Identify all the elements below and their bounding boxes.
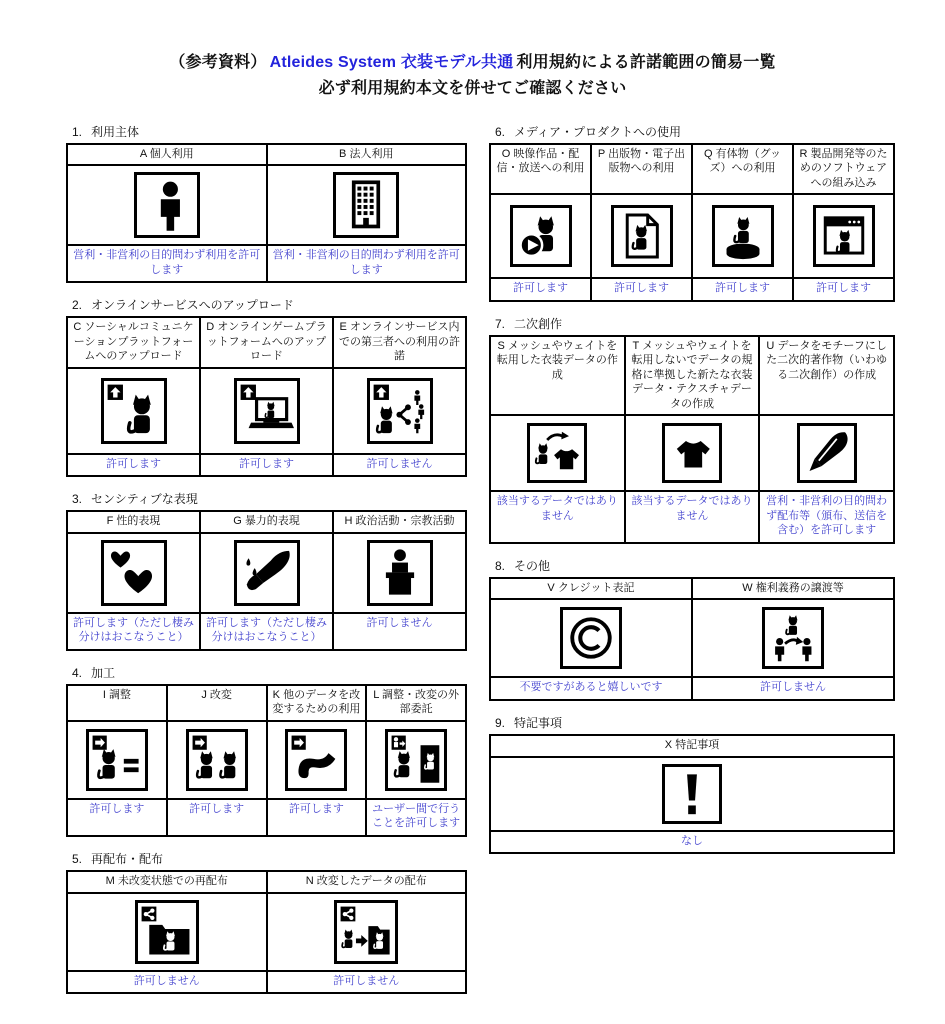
item-icon-cell-X xyxy=(490,757,894,831)
item-icon-cell-W xyxy=(692,599,894,677)
section-number: 7. xyxy=(495,316,506,331)
item-permission-C xyxy=(67,454,200,477)
item-label: オンラインサービス内での第三者への利用の許諾 xyxy=(339,321,460,363)
item-icon-cell-P xyxy=(591,194,692,278)
item-header-S xyxy=(490,336,625,416)
permission-text: なし xyxy=(681,834,703,847)
item-icon-cell-F xyxy=(67,533,200,613)
item-header-U xyxy=(759,336,894,416)
item-code: C xyxy=(73,321,82,334)
permission-table xyxy=(66,143,467,284)
item-permission-F xyxy=(67,613,200,650)
section-8 xyxy=(489,557,895,701)
share-folder-cat-icon xyxy=(135,900,199,964)
permission-table xyxy=(66,870,467,994)
new-costume-shirt-icon xyxy=(662,423,722,483)
permission-text: ユーザー間で行うことを許可します xyxy=(372,802,461,830)
item-code: Q xyxy=(703,147,713,160)
item-code: X xyxy=(664,739,673,751)
item-icon-cell-L xyxy=(366,721,466,799)
item-header-D xyxy=(200,317,333,368)
item-permission-I xyxy=(67,799,167,836)
item-icon-cell-C xyxy=(67,368,200,454)
permission-text: 許可します xyxy=(288,802,344,815)
permission-table xyxy=(489,335,895,544)
person-icon xyxy=(134,172,200,238)
item-permission-O xyxy=(490,278,591,301)
third-party-authorize-icon xyxy=(367,378,433,444)
item-icon-cell-J xyxy=(167,721,267,799)
permission-text: 許可します（ただし棲み分けはおこなうこと） xyxy=(73,616,194,644)
item-label: 映像作品・配信・放送への利用 xyxy=(496,147,585,175)
item-icon-cell-T xyxy=(625,415,760,491)
permission-text: 許可します xyxy=(513,282,568,295)
item-label: 政治活動・宗教活動 xyxy=(355,515,455,528)
item-header-B xyxy=(267,144,467,166)
item-icon-cell-R xyxy=(793,194,894,278)
item-permission-R xyxy=(793,278,894,301)
section-9 xyxy=(489,714,895,854)
permission-text: 許可します xyxy=(715,282,770,295)
item-code: V xyxy=(547,581,555,594)
item-icon-cell-O xyxy=(490,194,591,278)
section-title: 特記事項 xyxy=(514,716,563,730)
item-icon-cell-Q xyxy=(692,194,793,278)
modify-two-cats-icon xyxy=(186,729,248,791)
document-title xyxy=(0,0,945,103)
permission-text: 許可します xyxy=(614,282,669,295)
section-title: 再配布・配布 xyxy=(91,852,164,866)
item-label: メッシュやウェイトを転用しないでデータの規格に準拠した新たな衣装データ・テクスチャデータの作成 xyxy=(631,339,753,410)
section-number: 2. xyxy=(72,298,83,313)
item-header-C xyxy=(67,317,200,368)
mesh-reuse-shirt-icon xyxy=(527,423,587,483)
item-code: S xyxy=(497,339,505,352)
item-permission-L xyxy=(366,799,466,836)
item-permission-S xyxy=(490,491,625,543)
adjust-cat-equals-icon xyxy=(86,729,148,791)
item-label: 他のデータを改変するための利用 xyxy=(272,688,361,716)
goods-figurine-icon xyxy=(712,205,774,267)
share-modified-folder-icon xyxy=(334,900,398,964)
podium-speaker-icon xyxy=(367,540,433,606)
content-columns xyxy=(0,103,945,1007)
permission-table xyxy=(489,577,895,701)
item-header-M xyxy=(67,871,267,893)
item-header-E xyxy=(333,317,466,368)
section-number: 4. xyxy=(72,665,83,680)
item-code: G xyxy=(233,515,242,528)
item-label: 製品開発等のためのソフトウェアへの組み込み xyxy=(799,147,888,189)
item-code: U xyxy=(766,339,775,352)
item-header-J xyxy=(167,685,267,721)
permission-table xyxy=(66,684,467,837)
item-permission-X xyxy=(490,831,894,854)
title-line-1 xyxy=(0,50,945,76)
fountain-pen-icon xyxy=(797,423,857,483)
publication-page-cat-icon xyxy=(611,205,673,267)
item-header-F xyxy=(67,511,200,533)
item-code: T xyxy=(632,339,640,352)
item-header-P xyxy=(591,144,692,195)
building-icon xyxy=(333,172,399,238)
item-code: P xyxy=(597,147,606,160)
item-label: 法人利用 xyxy=(349,147,394,160)
item-header-G xyxy=(200,511,333,533)
item-label: ソーシャルコミュニケーションプラットフォームへのアップロード xyxy=(73,321,194,363)
section-title: その他 xyxy=(514,558,551,573)
item-permission-W xyxy=(692,677,894,700)
item-permission-E xyxy=(333,454,466,477)
item-icon-cell-E xyxy=(333,368,466,454)
permission-text: 許可しません xyxy=(366,616,433,629)
item-permission-G xyxy=(200,613,333,650)
permission-table xyxy=(489,143,895,302)
item-header-Q xyxy=(692,144,793,195)
permission-text: 許可しません xyxy=(760,681,826,694)
item-label: 特記事項 xyxy=(675,739,720,751)
item-permission-J xyxy=(167,799,267,836)
item-label: クレジット表記 xyxy=(557,581,635,594)
item-code: E xyxy=(339,321,347,334)
item-icon-cell-A xyxy=(67,165,267,245)
knife-blood-icon xyxy=(234,540,300,606)
permission-table xyxy=(66,510,467,651)
copyright-icon xyxy=(560,607,622,669)
item-icon-cell-I xyxy=(67,721,167,799)
section-5 xyxy=(66,850,467,994)
section-1 xyxy=(66,123,467,284)
item-icon-cell-D xyxy=(200,368,333,454)
item-label: メッシュやウェイトを転用した衣装データの作成 xyxy=(496,339,618,381)
section-number: 5. xyxy=(72,852,83,866)
item-permission-P xyxy=(591,278,692,301)
title-note: 必ず利用規約本文を併せてご確認ください xyxy=(318,80,627,98)
permission-text: 該当するデータではありません xyxy=(496,495,618,522)
item-header-X xyxy=(490,735,894,757)
section-heading xyxy=(66,490,467,510)
permission-text: 不要ですがあると嬉しいです xyxy=(519,681,663,694)
right-column xyxy=(489,123,895,867)
permission-text: 許可しません xyxy=(333,974,400,987)
permission-text: 許可します xyxy=(106,457,161,470)
item-header-R xyxy=(793,144,894,195)
item-code: W xyxy=(742,581,753,594)
permission-text: 該当するデータではありません xyxy=(631,495,753,522)
permission-text: 許可します xyxy=(189,802,245,815)
item-header-N xyxy=(267,871,467,893)
item-icon-cell-M xyxy=(67,893,267,971)
item-label: 有体物（グッズ）への利用 xyxy=(709,147,782,175)
item-permission-H xyxy=(333,613,466,650)
section-heading xyxy=(489,123,895,143)
item-label: 改変 xyxy=(209,688,232,701)
item-icon-cell-U xyxy=(759,415,894,491)
game-platform-upload-icon xyxy=(234,378,300,444)
section-heading xyxy=(66,664,467,684)
item-icon-cell-V xyxy=(490,599,692,677)
item-header-V xyxy=(490,578,692,600)
section-4 xyxy=(66,664,467,837)
item-label: 改変したデータの配布 xyxy=(316,875,427,887)
item-permission-Q xyxy=(692,278,793,301)
item-header-L xyxy=(366,685,466,721)
item-code: I xyxy=(102,688,106,701)
section-number: 6. xyxy=(495,124,506,139)
section-heading xyxy=(66,850,467,870)
item-code: R xyxy=(799,147,808,160)
section-heading xyxy=(66,123,467,143)
permission-table xyxy=(66,316,467,477)
item-label: 暴力的表現 xyxy=(244,515,300,528)
section-2 xyxy=(66,296,467,477)
section-heading xyxy=(489,714,895,734)
item-label: 未改変状態での再配布 xyxy=(117,875,228,887)
item-code: H xyxy=(344,515,353,528)
permission-text: 営利・非営利の目的問わず利用を許可します xyxy=(272,249,460,276)
item-header-W xyxy=(692,578,894,600)
item-code: D xyxy=(206,321,215,334)
item-header-A xyxy=(67,144,267,166)
section-title: 二次創作 xyxy=(514,316,563,331)
item-code: K xyxy=(272,688,281,701)
item-icon-cell-H xyxy=(333,533,466,613)
section-6 xyxy=(489,123,895,302)
section-number: 1. xyxy=(72,124,83,139)
section-heading xyxy=(489,557,895,577)
title-prefix: （参考資料） xyxy=(169,54,267,71)
item-label: 個人利用 xyxy=(149,147,194,160)
title-brand: Atleides System 衣装モデル共通 xyxy=(269,54,514,71)
section-heading xyxy=(66,296,467,316)
permission-text: 許可します（ただし棲み分けはおこなうこと） xyxy=(206,616,327,644)
section-title: オンラインサービスへのアップロード xyxy=(91,298,294,313)
play-video-cat-icon xyxy=(510,205,572,267)
exclamation-icon xyxy=(662,764,722,824)
permission-text: 許可します xyxy=(239,457,294,470)
section-title: 利用主体 xyxy=(91,124,140,139)
item-code: B xyxy=(339,147,347,160)
social-upload-cat-icon xyxy=(101,378,167,444)
item-label: データをモチーフにした二次的著作物（いわゆる二次創作）の作成 xyxy=(766,339,888,381)
item-label: 出版物・電子出版物への利用 xyxy=(608,147,686,175)
outsource-door-icon xyxy=(385,729,447,791)
section-number: 9. xyxy=(495,716,506,730)
section-heading xyxy=(489,315,895,335)
section-title: センシティブな表現 xyxy=(91,492,198,507)
item-code: L xyxy=(373,688,379,701)
item-code: A xyxy=(139,147,147,160)
title-suffix: 利用規約による許諾範囲の簡易一覧 xyxy=(516,54,776,71)
section-number: 8. xyxy=(495,558,506,573)
item-icon-cell-K xyxy=(267,721,367,799)
section-title: メディア・プロダクトへの使用 xyxy=(514,124,682,139)
permission-table xyxy=(489,734,895,854)
item-icon-cell-N xyxy=(267,893,467,971)
rights-transfer-icon xyxy=(762,607,824,669)
item-permission-N xyxy=(267,971,467,994)
item-code: N xyxy=(305,875,314,887)
item-icon-cell-G xyxy=(200,533,333,613)
item-label: 性的表現 xyxy=(116,515,161,528)
item-permission-T xyxy=(625,491,760,543)
section-3 xyxy=(66,490,467,651)
hearts-icon xyxy=(101,540,167,606)
item-header-T xyxy=(625,336,760,416)
item-label: 権利義務の譲渡等 xyxy=(755,581,844,594)
item-label: 調整 xyxy=(108,688,131,701)
item-icon-cell-S xyxy=(490,415,625,491)
item-header-K xyxy=(267,685,367,721)
item-code: M xyxy=(105,875,115,887)
item-code: O xyxy=(501,147,511,160)
modify-other-data-icon xyxy=(285,729,347,791)
item-permission-A xyxy=(67,245,267,282)
permission-text: 許可します xyxy=(89,802,145,815)
item-permission-U xyxy=(759,491,894,543)
permission-text: 許可しません xyxy=(366,457,433,470)
left-column xyxy=(66,123,467,1007)
item-header-I xyxy=(67,685,167,721)
item-permission-K xyxy=(267,799,367,836)
item-icon-cell-B xyxy=(267,165,467,245)
section-title: 加工 xyxy=(91,665,116,680)
section-number: 3. xyxy=(72,492,83,507)
item-label: 調整・改変の外部委託 xyxy=(382,688,460,716)
section-7 xyxy=(489,315,895,544)
permission-text: 許可しません xyxy=(133,974,200,987)
permission-text: 営利・非営利の目的問わず利用を許可します xyxy=(73,249,261,276)
software-window-cat-icon xyxy=(813,205,875,267)
permission-text: 許可します xyxy=(816,282,871,295)
permission-text: 営利・非営利の目的問わず配布等（頒布、送信を含む）を許可します xyxy=(766,495,888,537)
item-permission-D xyxy=(200,454,333,477)
item-label: オンラインゲームプラットフォームへのアップロード xyxy=(206,321,327,363)
item-code: J xyxy=(201,688,207,701)
item-permission-B xyxy=(267,245,467,282)
item-header-O xyxy=(490,144,591,195)
item-permission-V xyxy=(490,677,692,700)
item-permission-M xyxy=(67,971,267,994)
item-code: F xyxy=(106,515,114,528)
item-header-H xyxy=(333,511,466,533)
